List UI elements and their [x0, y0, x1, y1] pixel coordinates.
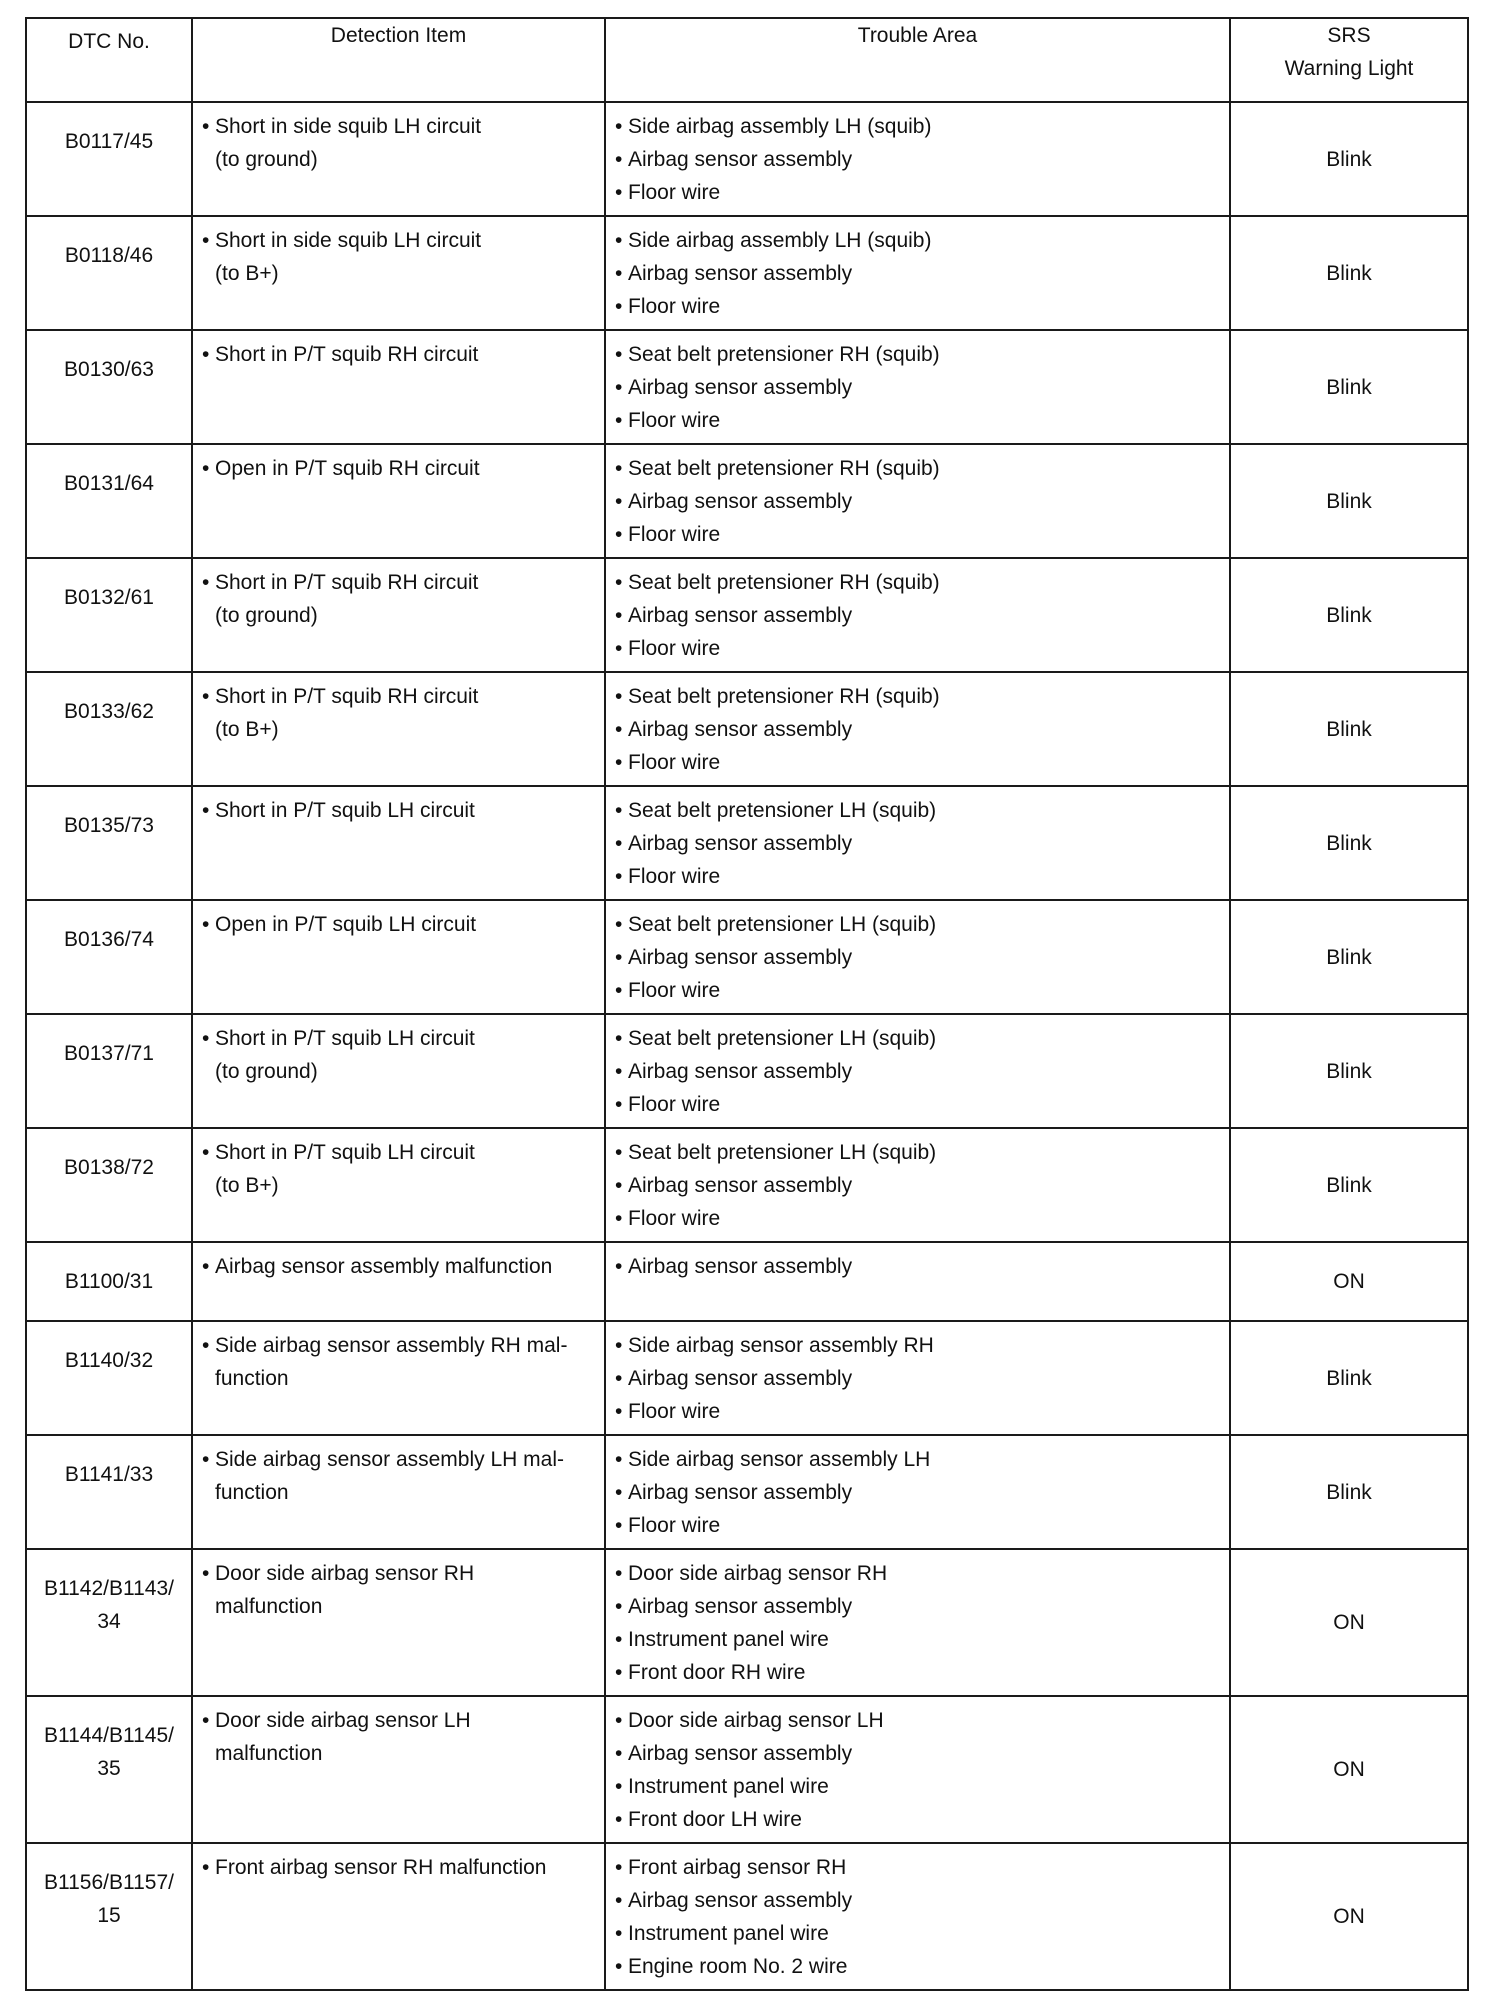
trouble-area-item: • Front door LH wire: [615, 1803, 1221, 1836]
detection-item-cell: [192, 1843, 605, 1990]
trouble-area-item: • Airbag sensor assembly: [615, 941, 1221, 974]
trouble-area-item: • Airbag sensor assembly: [615, 1362, 1221, 1395]
srs-warning-light-cell: [1230, 786, 1468, 900]
dtc-number-cell: [26, 1435, 192, 1549]
detection-item-line: function: [215, 1481, 289, 1504]
dtc-number-cell: [26, 330, 192, 444]
trouble-area-item: • Seat belt pretensioner LH (squib): [615, 794, 1221, 827]
srs-warning-light-cell: [1230, 1242, 1468, 1321]
table-row: [26, 1321, 1468, 1435]
srs-warning-light-value: Blink: [1326, 1366, 1372, 1390]
srs-warning-light-value: ON: [1333, 1270, 1365, 1293]
detection-item-line: • Side airbag sensor assembly RH mal-: [215, 1334, 568, 1357]
detection-item-line: • Short in P/T squib RH circuit: [215, 685, 479, 708]
dtc-number-text: B0136/74: [64, 928, 154, 951]
table-row: [26, 330, 1468, 444]
detection-item-line: (to ground): [215, 148, 318, 171]
detection-item-line: • Airbag sensor assembly malfunction: [215, 1255, 553, 1278]
detection-item-line: • Door side airbag sensor RH: [215, 1562, 475, 1585]
detection-item-line: • Short in P/T squib RH circuit: [215, 571, 479, 594]
dtc-table: [25, 17, 1469, 1991]
detection-item-entry: [202, 794, 596, 827]
trouble-area-cell: [605, 1321, 1230, 1435]
detection-item-cell: [192, 1128, 605, 1242]
detection-item-entry: [202, 566, 596, 632]
detection-item-line: • Short in P/T squib RH circuit: [215, 343, 479, 366]
detection-item-line: malfunction: [215, 1595, 323, 1618]
detection-item-entry: [202, 1443, 596, 1509]
dtc-number-cell: [26, 1696, 192, 1843]
srs-warning-light-value: Blink: [1326, 375, 1372, 399]
detection-item-entry: [202, 1136, 596, 1202]
detection-item-entry: [202, 1250, 596, 1283]
detection-item-line: (to ground): [215, 1060, 318, 1083]
detection-item-line: (to B+): [215, 262, 279, 285]
dtc-number-cell: [26, 786, 192, 900]
detection-item-entry: [202, 680, 596, 746]
trouble-area-cell: [605, 444, 1230, 558]
table-row: [26, 1843, 1468, 1990]
dtc-number-cell: [26, 900, 192, 1014]
trouble-area-item: • Seat belt pretensioner RH (squib): [615, 566, 1221, 599]
trouble-area-cell: [605, 1014, 1230, 1128]
dtc-number-text: B1156/B1157/: [44, 1871, 174, 1894]
table-row: [26, 216, 1468, 330]
srs-warning-light-value: Blink: [1326, 603, 1372, 627]
srs-warning-light-cell: [1230, 1014, 1468, 1128]
trouble-area-item: • Instrument panel wire: [615, 1917, 1221, 1950]
detection-item-entry: [202, 1557, 596, 1623]
detection-item-cell: [192, 330, 605, 444]
detection-item-cell: [192, 216, 605, 330]
dtc-number-text: B0133/62: [64, 700, 154, 723]
trouble-area-item: • Airbag sensor assembly: [615, 1055, 1221, 1088]
trouble-area-cell: [605, 216, 1230, 330]
table-row: [26, 1549, 1468, 1696]
dtc-number-cell: [26, 1128, 192, 1242]
srs-warning-light-cell: [1230, 1128, 1468, 1242]
trouble-area-item: • Door side airbag sensor LH: [615, 1704, 1221, 1737]
srs-warning-light-cell: [1230, 1549, 1468, 1696]
trouble-area-item: • Floor wire: [615, 746, 1221, 779]
trouble-area-item: • Airbag sensor assembly: [615, 485, 1221, 518]
trouble-area-item: • Side airbag assembly LH (squib): [615, 224, 1221, 257]
trouble-area-item: • Floor wire: [615, 1395, 1221, 1428]
dtc-number-cell: [26, 216, 192, 330]
trouble-area-item: • Front door RH wire: [615, 1656, 1221, 1689]
header-srs-line-1: SRS: [1327, 24, 1371, 47]
dtc-number-cell: [26, 1014, 192, 1128]
trouble-area-cell: [605, 1696, 1230, 1843]
detection-item-cell: [192, 1696, 605, 1843]
trouble-area-item: • Airbag sensor assembly: [615, 1884, 1221, 1917]
table-row: [26, 444, 1468, 558]
srs-warning-light-cell: [1230, 900, 1468, 1014]
detection-item-cell: [192, 672, 605, 786]
trouble-area-item: • Floor wire: [615, 860, 1221, 893]
dtc-number-cell: [26, 102, 192, 216]
trouble-area-cell: [605, 900, 1230, 1014]
trouble-area-cell: [605, 1242, 1230, 1321]
detection-item-cell: [192, 1435, 605, 1549]
header-srs-line-2: Warning Light: [1284, 57, 1414, 80]
detection-item-line: • Short in side squib LH circuit: [215, 229, 482, 252]
trouble-area-item: • Airbag sensor assembly: [615, 257, 1221, 290]
srs-warning-light-value: Blink: [1326, 1173, 1372, 1197]
table-row: [26, 672, 1468, 786]
detection-item-line: (to ground): [215, 604, 318, 627]
detection-item-cell: [192, 1014, 605, 1128]
trouble-area-item: • Airbag sensor assembly: [615, 1169, 1221, 1202]
detection-item-entry: [202, 1851, 596, 1884]
dtc-number-cell: [26, 1549, 192, 1696]
detection-item-line: malfunction: [215, 1742, 323, 1765]
srs-warning-light-value: ON: [1333, 1611, 1365, 1634]
dtc-number-text: B1144/B1145/: [44, 1724, 174, 1747]
trouble-area-item: • Seat belt pretensioner LH (squib): [615, 908, 1221, 941]
trouble-area-cell: [605, 1549, 1230, 1696]
dtc-number-text: B0130/63: [64, 358, 154, 381]
detection-item-entry: [202, 908, 596, 941]
srs-warning-light-cell: [1230, 216, 1468, 330]
detection-item-cell: [192, 786, 605, 900]
trouble-area-item: • Airbag sensor assembly: [615, 371, 1221, 404]
trouble-area-item: • Front airbag sensor RH: [615, 1851, 1221, 1884]
detection-item-line: • Short in P/T squib LH circuit: [215, 799, 475, 822]
srs-warning-light-value: Blink: [1326, 1480, 1372, 1504]
trouble-area-cell: [605, 330, 1230, 444]
detection-item-line: • Door side airbag sensor LH: [215, 1709, 471, 1732]
detection-item-entry: [202, 1329, 596, 1395]
dtc-number-text: B0132/61: [64, 586, 154, 609]
header-detection-item: Detection Item: [192, 18, 605, 102]
table-row: [26, 900, 1468, 1014]
detection-item-cell: [192, 900, 605, 1014]
detection-item-line: (to B+): [215, 718, 279, 741]
dtc-number-cell: [26, 444, 192, 558]
dtc-number-cell: [26, 1242, 192, 1321]
trouble-area-item: • Airbag sensor assembly: [615, 1737, 1221, 1770]
dtc-number-cell: [26, 672, 192, 786]
trouble-area-item: • Instrument panel wire: [615, 1623, 1221, 1656]
srs-warning-light-value: ON: [1333, 1758, 1365, 1781]
table-row: [26, 786, 1468, 900]
srs-warning-light-value: Blink: [1326, 147, 1372, 171]
dtc-number-text: B1141/33: [64, 1463, 154, 1486]
dtc-number-text: 34: [97, 1610, 121, 1633]
srs-warning-light-value: Blink: [1326, 945, 1372, 969]
table-row: [26, 558, 1468, 672]
trouble-area-item: • Door side airbag sensor RH: [615, 1557, 1221, 1590]
srs-warning-light-cell: [1230, 672, 1468, 786]
table-header-row: [26, 18, 1468, 102]
detection-item-line: • Open in P/T squib RH circuit: [215, 457, 480, 480]
table-row: [26, 1128, 1468, 1242]
dtc-number-text: 35: [97, 1757, 121, 1780]
trouble-area-cell: [605, 786, 1230, 900]
detection-item-entry: [202, 224, 596, 290]
trouble-area-item: • Floor wire: [615, 974, 1221, 1007]
detection-item-entry: [202, 452, 596, 485]
dtc-number-text: B0131/64: [64, 472, 154, 495]
dtc-number-text: B0117/45: [64, 130, 154, 153]
srs-warning-light-value: Blink: [1326, 831, 1372, 855]
dtc-number-text: B1140/32: [64, 1349, 154, 1372]
srs-warning-light-value: Blink: [1326, 261, 1372, 285]
detection-item-entry: [202, 110, 596, 176]
trouble-area-item: • Airbag sensor assembly: [615, 713, 1221, 746]
dtc-number-text: B0137/71: [64, 1042, 154, 1065]
table-row: [26, 102, 1468, 216]
trouble-area-item: • Side airbag sensor assembly RH: [615, 1329, 1221, 1362]
trouble-area-cell: [605, 102, 1230, 216]
trouble-area-item: • Seat belt pretensioner LH (squib): [615, 1022, 1221, 1055]
detection-item-line: function: [215, 1367, 289, 1390]
dtc-number-text: B1100/31: [64, 1270, 154, 1293]
trouble-area-item: • Airbag sensor assembly: [615, 1250, 1221, 1283]
srs-warning-light-value: Blink: [1326, 489, 1372, 513]
dtc-number-cell: [26, 1843, 192, 1990]
srs-warning-light-cell: [1230, 1321, 1468, 1435]
detection-item-line: • Front airbag sensor RH malfunction: [215, 1856, 547, 1879]
srs-warning-light-cell: [1230, 558, 1468, 672]
header-srs-warning-light: [1230, 18, 1468, 102]
trouble-area-item: • Floor wire: [615, 518, 1221, 551]
srs-warning-light-cell: [1230, 444, 1468, 558]
detection-item-entry: [202, 1704, 596, 1770]
dtc-number-cell: [26, 558, 192, 672]
trouble-area-item: • Seat belt pretensioner LH (squib): [615, 1136, 1221, 1169]
table-row: [26, 1696, 1468, 1843]
trouble-area-item: • Floor wire: [615, 1509, 1221, 1542]
trouble-area-item: • Seat belt pretensioner RH (squib): [615, 680, 1221, 713]
detection-item-line: • Short in P/T squib LH circuit: [215, 1027, 475, 1050]
detection-item-cell: [192, 444, 605, 558]
detection-item-cell: [192, 102, 605, 216]
detection-item-entry: [202, 338, 596, 371]
trouble-area-item: • Floor wire: [615, 290, 1221, 323]
trouble-area-item: • Floor wire: [615, 1202, 1221, 1235]
trouble-area-item: • Airbag sensor assembly: [615, 1476, 1221, 1509]
trouble-area-item: • Airbag sensor assembly: [615, 599, 1221, 632]
table-row: [26, 1014, 1468, 1128]
header-dtc-no: DTC No.: [26, 18, 192, 102]
srs-warning-light-value: Blink: [1326, 717, 1372, 741]
srs-warning-light-value: ON: [1333, 1905, 1365, 1928]
dtc-number-text: 15: [97, 1904, 121, 1927]
trouble-area-item: • Engine room No. 2 wire: [615, 1950, 1221, 1983]
srs-warning-light-cell: [1230, 102, 1468, 216]
dtc-number-cell: [26, 1321, 192, 1435]
trouble-area-cell: [605, 1128, 1230, 1242]
srs-warning-light-value: Blink: [1326, 1059, 1372, 1083]
table-row: [26, 1242, 1468, 1321]
srs-warning-light-cell: [1230, 1696, 1468, 1843]
trouble-area-item: • Floor wire: [615, 1088, 1221, 1121]
trouble-area-item: • Floor wire: [615, 632, 1221, 665]
detection-item-cell: [192, 1321, 605, 1435]
detection-item-line: • Open in P/T squib LH circuit: [215, 913, 477, 936]
detection-item-cell: [192, 558, 605, 672]
header-trouble-area: Trouble Area: [605, 18, 1230, 102]
detection-item-cell: [192, 1549, 605, 1696]
srs-warning-light-cell: [1230, 1435, 1468, 1549]
trouble-area-item: • Airbag sensor assembly: [615, 143, 1221, 176]
dtc-number-text: B1142/B1143/: [44, 1577, 174, 1600]
detection-item-line: • Side airbag sensor assembly LH mal-: [215, 1448, 564, 1471]
detection-item-line: • Short in side squib LH circuit: [215, 115, 482, 138]
trouble-area-cell: [605, 1435, 1230, 1549]
detection-item-line: • Short in P/T squib LH circuit: [215, 1141, 475, 1164]
trouble-area-item: • Airbag sensor assembly: [615, 1590, 1221, 1623]
document-page: [25, 17, 1467, 1991]
trouble-area-item: • Instrument panel wire: [615, 1770, 1221, 1803]
srs-warning-light-cell: [1230, 1843, 1468, 1990]
srs-warning-light-cell: [1230, 330, 1468, 444]
table-body: [26, 102, 1468, 1990]
trouble-area-cell: [605, 558, 1230, 672]
detection-item-line: (to B+): [215, 1174, 279, 1197]
trouble-area-item: • Seat belt pretensioner RH (squib): [615, 338, 1221, 371]
detection-item-entry: [202, 1022, 596, 1088]
trouble-area-cell: [605, 672, 1230, 786]
trouble-area-item: • Floor wire: [615, 404, 1221, 437]
dtc-number-text: B0138/72: [64, 1156, 154, 1179]
trouble-area-cell: [605, 1843, 1230, 1990]
detection-item-cell: [192, 1242, 605, 1321]
dtc-number-text: B0118/46: [64, 244, 154, 267]
dtc-number-text: B0135/73: [64, 814, 154, 837]
trouble-area-item: • Side airbag sensor assembly LH: [615, 1443, 1221, 1476]
trouble-area-item: • Airbag sensor assembly: [615, 827, 1221, 860]
table-row: [26, 1435, 1468, 1549]
trouble-area-item: • Seat belt pretensioner RH (squib): [615, 452, 1221, 485]
trouble-area-item: • Side airbag assembly LH (squib): [615, 110, 1221, 143]
trouble-area-item: • Floor wire: [615, 176, 1221, 209]
